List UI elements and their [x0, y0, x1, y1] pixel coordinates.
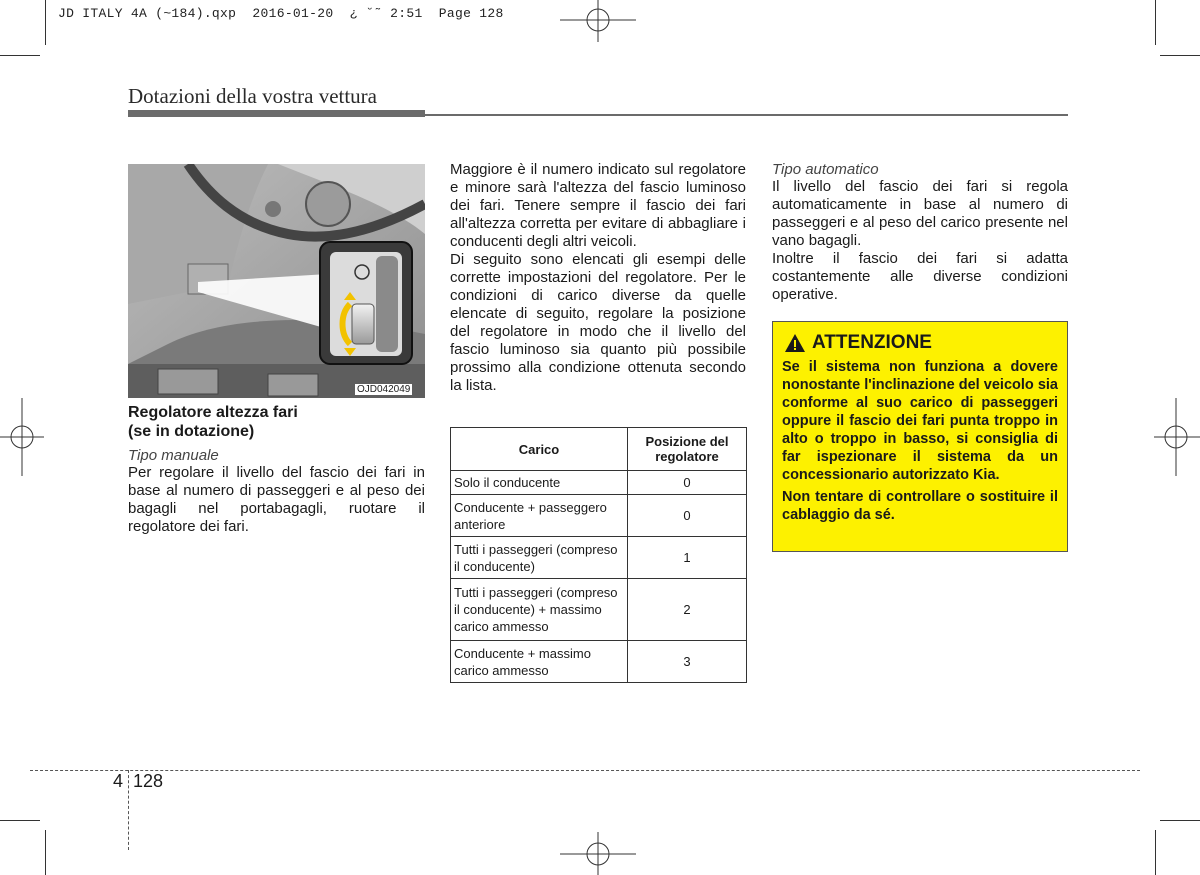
table-row [451, 495, 747, 537]
table-row [451, 537, 747, 579]
table-cell-load: Conducente + passeggero anteriore [451, 495, 628, 537]
page-number: 128 [133, 771, 164, 791]
table-row [451, 641, 747, 683]
table-cell-load: Conducente + massimo carico ammesso [451, 641, 628, 683]
table-row [451, 471, 747, 495]
title-rule [128, 110, 425, 117]
paragraph-examples: Di seguito sono elencati gli esempi delle corrette impostazioni del regolatore. Per le condizioni di carico diverse da quelle elencate di seguito, regolare la posizione del regolatore in modo che il livello del fascio luminoso sia quanto più possibile prossimo alla condizione ottenuta secondo la lista. [450, 251, 746, 394]
warning-box [772, 321, 1068, 552]
column-2 [450, 161, 746, 395]
table-header-load: Carico [451, 428, 628, 471]
table-cell-position: 0 [628, 495, 747, 537]
load-table [450, 427, 747, 683]
heading-regolatore: Regolatore altezza fari [128, 404, 298, 421]
section-title: Dotazioni della vostra vettura [128, 84, 377, 108]
warning-triangle-icon [784, 333, 806, 353]
heading-optional: (se in dotazione) [128, 423, 255, 440]
table-cell-load: Tutti i passeggeri (compreso il conducente) + massimo carico ammesso [451, 579, 628, 641]
warning-header [784, 332, 1058, 354]
title-rule-thin [425, 114, 1068, 116]
column-1 [128, 403, 425, 536]
table-cell-position: 1 [628, 537, 747, 579]
table-row [451, 579, 747, 641]
paragraph-manual: Per regolare il livello del fascio dei fari in base al numero di passeggeri e al peso dei bagagli nel portabagagli, ruotare il regolatore dei fari. [128, 464, 425, 535]
table-cell-load: Solo il conducente [451, 471, 628, 495]
table-cell-position: 3 [628, 641, 747, 683]
footer-rule [30, 770, 1140, 771]
footer-divider [128, 770, 129, 850]
table-header-position: Posizione del regolatore [628, 428, 747, 471]
warning-paragraph-1: Se il sistema non funziona a dovere nonostante l'inclinazione del veicolo sia conforme al suo carico di passeggeri oppure il fascio dei fari punta troppo in alto o troppo in basso, si consiglia di far ispezionare il sistema da un concessionario autorizzato Kia. [782, 359, 1058, 483]
print-slug-header: JD ITALY 4A (~184).qxp 2016-01-20 ¿ ˘˜ 2:51 Page 128 [58, 6, 504, 21]
table-cell-position: 0 [628, 471, 747, 495]
paragraph-automatic: Il livello del fascio dei fari si regola automaticamente in base al numero di passeggeri e al peso del carico presente nel vano bagagli. [772, 178, 1068, 249]
chapter-number: 4 [113, 771, 124, 791]
table-cell-position: 2 [628, 579, 747, 641]
warning-paragraph-2: Non tentare di controllare o sostituire il cablaggio da sé. [782, 489, 1058, 523]
paragraph-adaptive: Inoltre il fascio dei fari si adatta costantemente alle diverse condizioni operative. [772, 250, 1068, 303]
photo-code: OJD042049 [357, 384, 411, 395]
subheading-automatic: Tipo automatico [772, 161, 879, 178]
subheading-manual: Tipo manuale [128, 447, 219, 464]
table-cell-load: Tutti i passeggeri (compreso il conducente) [451, 537, 628, 579]
headlight-leveler-photo [128, 164, 425, 398]
warning-title: ATTENZIONE [812, 332, 932, 353]
column-3 [772, 161, 1068, 304]
paragraph-regulator-number: Maggiore è il numero indicato sul regolatore e minore sarà l'altezza del fascio luminoso dei fari. Tenere sempre il fascio dei fari all'altezza corretta per evitare di abbagliare i conducenti degli altri veicoli. [450, 161, 746, 250]
